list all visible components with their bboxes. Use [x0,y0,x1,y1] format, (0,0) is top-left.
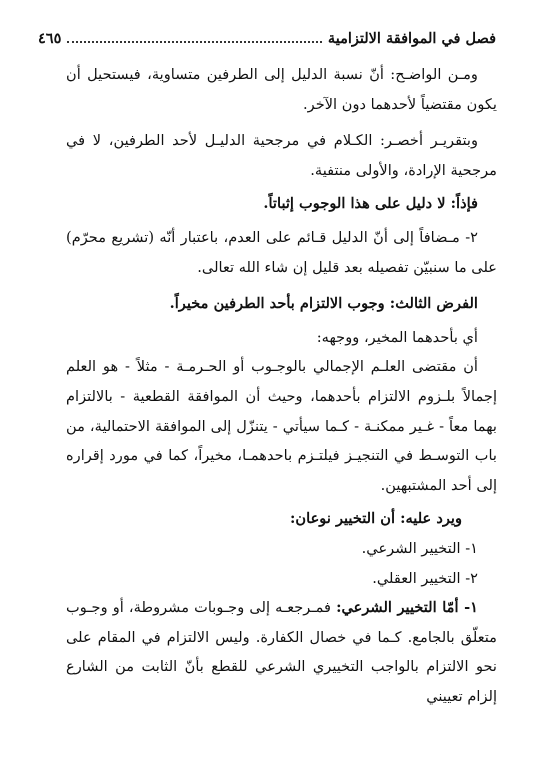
paragraph-text: ويرد عليه: أن التخيير نوعان: [290,510,462,528]
paragraph-text: وبتقريـر أخصـر: الكـلام في مرجحية الدليـل لأحد الطرفين، لا في مرجحية الإرادة، والأولى منتفية. [66,132,497,179]
paragraph-text: فإذاً: لا دليل على هذا الوجوب إثباتاً. [263,195,478,213]
paragraph-text: ١- التخيير الشرعي. [361,539,478,557]
header-leader-dots [67,41,322,43]
paragraph-text: الفرض الثالث: وجوب الالتزام بأحد الطرفين مخيراً. [169,295,478,313]
paragraph [66,352,497,500]
paragraph-text: أي بأحدهما المخير، ووجهه: [316,328,478,346]
paragraph [66,126,497,185]
paragraph-lead: ١- أمّا التخيير الشرعي: [336,599,478,617]
paragraph [66,60,497,119]
paragraph [66,593,497,711]
paragraph-text: أن مقتضى العلـم الإجمالي بالوجـوب أو الحـرمـة - مثلاً - هو العلم إجمالاً بلـزوم الالتزام بأحدهما، وحيث أن الموافقة القطعية - بالالتزام بهما معاً - غـير ممكنـة - كـما سيأتي - يتنزّل إلى الموافقة الاحتمالية، من باب التوسـط في التنجيـز فيلتـزم باحدهمـا، مخيراً، كما في مورد إقراره إلى أحد المشتبهين. [66,358,497,494]
section-heading [66,289,497,319]
list-item [66,534,497,564]
running-header [38,24,496,52]
paragraph [66,189,497,219]
list-item [66,564,497,594]
chapter-title: فصل في الموافقة الالتزامية [327,29,496,47]
paragraph [66,223,497,282]
page-number: ٤٦٥ [38,29,62,47]
page-body [66,60,497,711]
paragraph-text: ٢- التخيير العقلي. [372,569,478,587]
paragraph-text: ومـن الواضـح: أنّ نسبة الدليل إلى الطرفين متساوية، فيستحيل أن يكون مقتضياً لأحدهما دون الآخر. [66,66,497,113]
paragraph [66,504,497,534]
paragraph [66,323,497,353]
paragraph-text: فمـرجعـه إلى وجـوبات مشروطة، أو وجـوب متعلّق بالجامع. كـما في خصال الكفارة. وليس الالتزام في المقام على نحو الالتزام بالواجب التخييري الشرعي للقطع بأنّ الثابت من الشارع إلزام تعييني [66,599,497,705]
paragraph-text: ٢- مـضافاً إلى أنّ الدليل قـائم على العدم، باعتبار أنّه (تشريع محرّم) على ما سنبيّن تفصيله بعد قليل إن شاء الله تعالى. [66,228,497,276]
